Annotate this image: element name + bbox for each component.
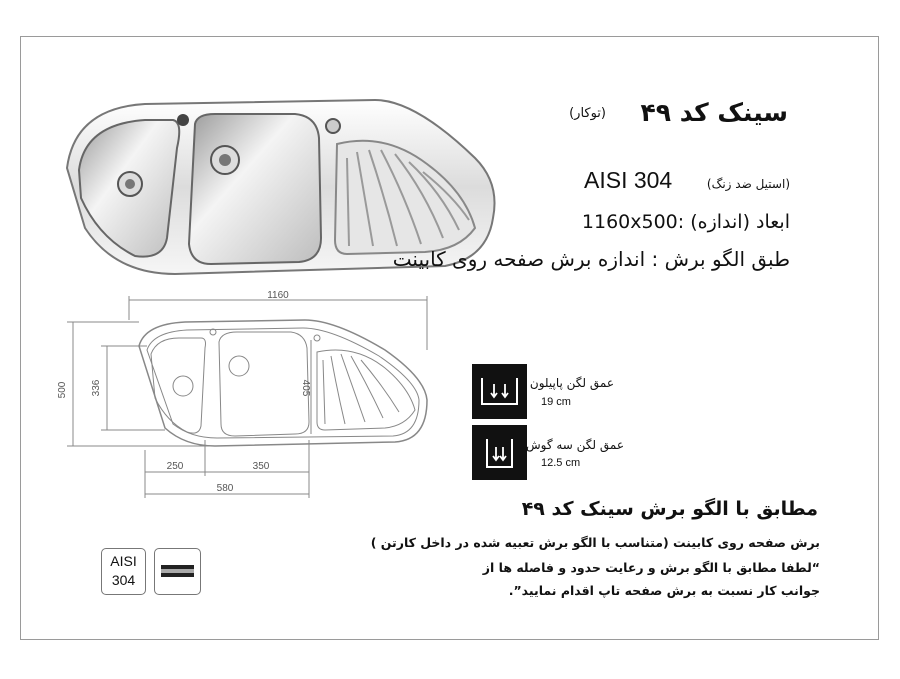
dim-580: 580 (216, 483, 234, 494)
dim-height-total: 500 (57, 381, 68, 399)
dim-bowl-depth: 405 (300, 379, 311, 397)
dimensions-text: 1160x500: ابعاد (اندازه) (581, 211, 790, 233)
aisi-badge-line-1: AISI (110, 553, 137, 569)
material-grade: AISI 304 (584, 167, 673, 193)
product-subtitle: (توکار) (569, 106, 606, 121)
bowl-depth-value: 19 cm (541, 396, 571, 408)
template-note-line-2: “لطفا مطابق با الگو برش و رعایت حدود و فاصله ها از (482, 560, 820, 575)
material-description: (استیل ضد زنگ) (706, 177, 790, 191)
triangle-bowl-depth-icon (472, 425, 527, 480)
technical-drawing (55, 290, 440, 500)
aisi-badge (101, 548, 146, 595)
bowl-depth-icon (472, 364, 527, 419)
template-note-line-1: برش صفحه روی کابینت (متناسب با الگو برش تعبیه شده در داخل کارتن ) (370, 535, 820, 550)
aisi-badge-line-2: 304 (111, 572, 136, 588)
cutout-text: طبق الگو برش : اندازه برش صفحه روی کابینت (392, 247, 790, 271)
dim-250: 250 (166, 461, 184, 472)
template-heading: مطابق با الگو برش سینک کد ۴۹ (521, 498, 818, 520)
dim-350: 350 (252, 461, 270, 472)
product-title: سینک کد ۴۹ (640, 98, 788, 127)
dim-width-total: 1160 (267, 290, 289, 301)
template-note-line-3: جوانب کار نسبت به برش صفحه تاپ اقدام نمایید”. (508, 583, 820, 598)
thickness-icon (155, 549, 200, 594)
thickness-badge (154, 548, 201, 595)
triangle-bowl-depth-label: عمق لگن سه گوش (525, 438, 624, 452)
dim-height-inner: 336 (91, 379, 102, 397)
triangle-bowl-depth-value: 12.5 cm (541, 457, 581, 469)
bowl-depth-label: عمق لگن پاپیلون (529, 376, 614, 390)
